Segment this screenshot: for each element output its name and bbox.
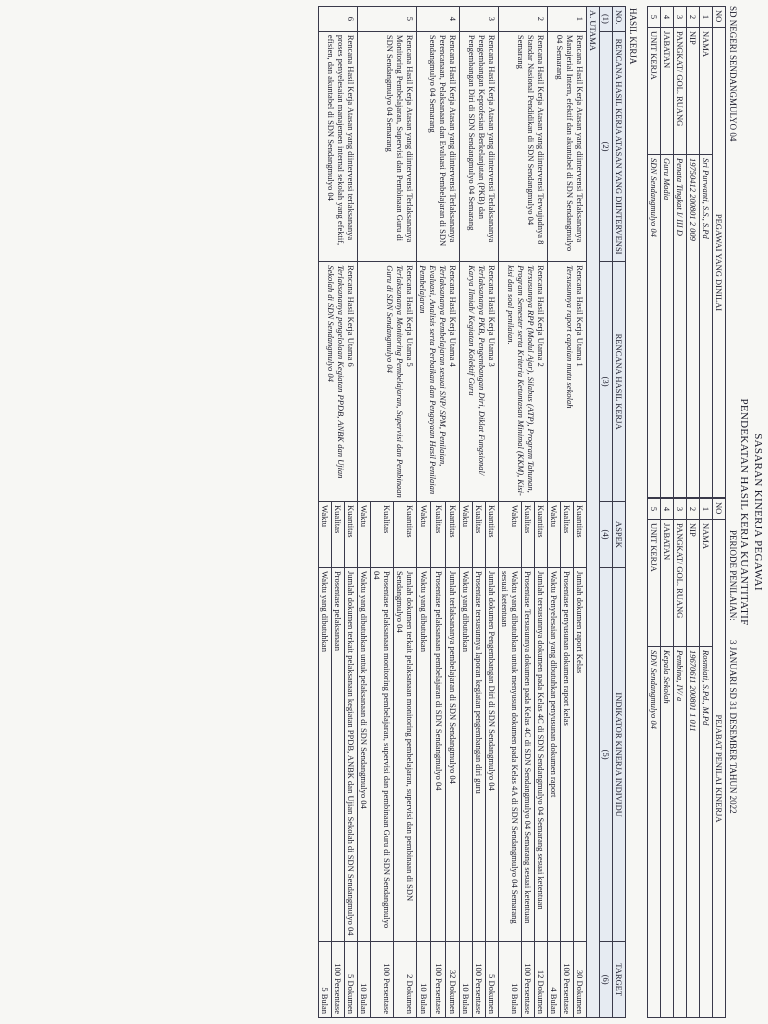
item-aspek: Kuantitas [535,502,548,568]
item-aspek: Kuantitas [486,502,499,568]
document-subtitle: PENDEKATAN HASIL KERJA KUANTITATIF [738,398,750,626]
item-no: 6 [319,7,358,32]
item-rencana-label: Rencana Hasil Kerja Utama 4 [448,265,458,367]
table-row [486,7,499,1018]
item-indikator: Prosentase penyusunan dokumen raport kelas [561,567,574,941]
penilai-row-value: Rosmiati, S.Pd., M.Pd [700,647,713,1018]
penilai-row [700,499,713,1018]
item-rencana-cell [548,262,587,502]
penilai-row [661,499,674,1018]
penilai-row-label: UNIT KERJA [648,520,661,647]
document-title: SASARAN KINERJA PEGAWAI [752,433,764,591]
section-utama: A. UTAMA [587,7,600,1018]
item-target: 32 Dokumen [445,942,459,1018]
item-target: 10 Bulan [460,942,473,1018]
pegawai-row [674,7,687,498]
item-target: 5 Dokumen [486,942,499,1018]
pegawai-heading: PEGAWAI YANG DINILAI [713,28,726,498]
table-row [535,7,548,1018]
item-rencana-cell [319,262,358,502]
penilai-table [647,498,726,1018]
col-header-target: TARGET [613,942,626,1018]
item-target: 100 Persentase [522,942,535,1018]
col-header-aspek: ASPEK [613,502,626,568]
item-rencana-label: Rencana Hasil Kerja Utama 1 [575,265,585,367]
item-rencana-text: Terlaksananya Monitoring Pembelajaran, Supervisi dan Pembinaan Guru di SDN Sendangmulyo 04 [385,265,405,498]
item-no: 1 [548,7,587,32]
item-target: 10 Bulan [499,942,522,1018]
item-aspek: Waktu [499,502,522,568]
pegawai-table [647,6,726,498]
item-rencana-label: Rencana Hasil Kerja Utama 2 [536,265,546,367]
item-target: 4 Bulan [548,942,561,1018]
penilai-row [674,499,687,1018]
period-label: PERIODE PENILAIAN: [728,530,738,621]
item-aspek: Waktu [358,502,371,568]
col-header-rencana-atasan: RENCANA HASIL KERJA ATASAN YANG DIINTERVENSI [613,31,626,261]
pegawai-row-value: Penata Tingkat I/ III D [674,155,687,498]
item-target: 100 Persentase [332,942,345,1018]
item-indikator: Waktu yang dibutuhkan untuk pelaksanaan di SDN Sendangmulyo 04 [358,567,371,941]
col-number-5: (5) [600,567,613,941]
item-target: 12 Dokumen [535,942,548,1018]
item-indikator: Prosentase Tersusunnya dokumen pada Kelas 4C di SDN Sendangmulyo 04 Semarang sesuai ketentuan [522,567,535,941]
penilai-row-no: 1 [700,499,713,520]
item-indikator: Jumlah tersusunnya dokumen pada Kelas 4C di SDN Sendangmulyo 04 Semarang sesuai ketentuan [535,567,548,941]
pegawai-row [687,7,700,498]
item-rencana-text: Terlaksananya pengelolaan Kegiatan PPDB, ANBK dan Ujian Sekolah di SDN Sendangmulyo 04 [326,265,346,479]
pegawai-row-label: NAMA [700,28,713,155]
item-indikator: Waktu Penyelesaian yang dibutuhkan penyusunan dokumen raport [548,567,561,941]
period-value: 3 JANUARI SD 31 DESEMBER TAHUN 2022 [728,640,738,814]
hasil-kerja-table [318,6,626,1018]
col-number-1: (1) [600,7,613,32]
pegawai-row-no: 1 [700,7,713,28]
item-target: 100 Persentase [431,942,445,1018]
pegawai-row-value: Guru Madia [661,155,674,498]
item-target: 100 Persentase [371,942,394,1018]
item-aspek: Kuantitas [394,502,417,568]
item-aspek: Kualitas [473,502,486,568]
item-no: 4 [417,7,460,32]
item-indikator: Jumlah dokumen terkait pelaksanaan monitoring pembelajaran, supervisi dan pembinaan di SDN Sendangmulyo 04 [394,567,417,941]
penilai-row-value: SDN Sendangmulyo 04 [648,647,661,1018]
col-number-2: (2) [600,31,613,261]
penilai-row-label: NAMA [700,520,713,647]
item-aspek: Waktu [417,502,431,568]
item-rencana-text: Terlaksananya PKB, Pengembangan Diri, Diklat Fungsional/ Karya Ilmiah/ Kegiatan Kolektif Guru [467,265,487,476]
item-indikator: Jumlah dokumen raport Kelas [574,567,587,941]
pegawai-row [700,7,713,498]
item-rencana-atasan: Rencana Hasil Kerja Atasan yang diintervensi Terlaksananya Monitoring Pembelajaran, Supervisi dan Pembinaan Guru di SDN Sendangmulyo 04 Semarang [358,31,417,261]
item-no: 3 [460,7,499,32]
penilai-row-value: Kepala Sekolah [661,647,674,1018]
item-aspek: Kuantitas [445,502,459,568]
pegawai-row-no: 4 [661,7,674,28]
item-aspek: Kuantitas [574,502,587,568]
penilai-row-no: 2 [687,499,700,520]
item-indikator: Waktu yang dibutuhkan [460,567,473,941]
item-rencana-atasan: Rencana Hasil Kerja Atasan yang diintervensi Terlaksananya Pengembangan Keprofesian Berkelanjutan (PKB) dan Pengembangan Diri di SDN Sendangmulyo 04 Semarang [460,31,499,261]
penilai-row-no: 5 [648,499,661,520]
item-rencana-text: Tersusunnya raport capaian mutu sekolah [565,265,575,409]
item-indikator: Prosentase pelaksanaan monitoring pembelajaran, supervisi dan pembinaan Guru di SDN Sendangmulyo 04 [371,567,394,941]
col-number-3: (3) [600,262,613,502]
penilai-row-value: Pembina, IV/ a [674,647,687,1018]
penilai-row-value: 19670611 200801 1 011 [687,647,700,1018]
pegawai-row-label: JABATAN [661,28,674,155]
penilai-heading: PEJABAT PENILAI KINERJA [713,520,726,1018]
item-target: 10 Bulan [358,942,371,1018]
item-aspek: Kualitas [561,502,574,568]
col-header-indikator: INDIKATOR KINERJA INDIVIDU [613,567,626,941]
penilai-row-label: PANGKAT/ GOL. RUANG [674,520,687,647]
item-target: 100 Persentase [561,942,574,1018]
pegawai-row-no: 3 [674,7,687,28]
item-rencana-text: Tersusunnya RPP (Modul Ajar), Silabus (ATP), Program Tahunan, Program Semester serta Kriteria Ketuntasan Minimal (KKM), Kisi-kisi dan soal penilaian. [506,265,536,496]
hasil-kerja-label: HASIL KERJA [628,8,638,65]
item-rencana-cell [499,262,548,502]
pegawai-row-no: 2 [687,7,700,28]
item-aspek: Kualitas [522,502,535,568]
item-rencana-cell [417,262,460,502]
table-row [394,7,417,1018]
item-indikator: Waktu yang dibutuhkan untuk menyusun dokumen pada Kelas 4A di SDN Sendangmulyo 04 Semarang sesuai ketentuan [499,567,522,941]
item-no: 5 [358,7,417,32]
item-target: 30 Dokumen [574,942,587,1018]
organization-name: SD NEGERI SENDANGMULYO 04 [728,6,738,142]
item-rencana-label: Rencana Hasil Kerja Utama 3 [487,265,497,367]
item-aspek: Kualitas [371,502,394,568]
col-number-6: (6) [600,942,613,1018]
item-aspek: Kuantitas [345,502,358,568]
item-rencana-cell [358,262,417,502]
penilai-row [687,499,700,1018]
pegawai-row [661,7,674,498]
pegawai-row-label: NIP [687,28,700,155]
item-target: 10 Bulan [417,942,431,1018]
item-aspek: Kualitas [431,502,445,568]
item-aspek: Waktu [319,502,332,568]
col-header-no: NO. [613,7,626,32]
pegawai-row-label: PANGKAT/ GOL. RUANG [674,28,687,155]
item-aspek: Waktu [460,502,473,568]
item-indikator: Prosentase pelaksanaan [332,567,345,941]
item-indikator: Jumlah dokumen terkait pelaksanaan kegiatan PPDB, ANBK dan Ujian Sekolah di SDN Sendangmulyo 04 [345,567,358,941]
pegawai-row [648,7,661,498]
pegawai-row-value: SDN Sendangmulyo 04 [648,155,661,498]
item-aspek: Waktu [548,502,561,568]
penilai-row-label: JABATAN [661,520,674,647]
item-rencana-label: Rencana Hasil Kerja Utama 6 [346,265,356,367]
pegawai-row-label: UNIT KERJA [648,28,661,155]
table-row [345,7,358,1018]
item-target: 100 Persentase [473,942,486,1018]
item-indikator: Jumlah terlaksananya pembelajaran di SDN Sendangmulyo 04 [445,567,459,941]
item-aspek: Kualitas [332,502,345,568]
item-rencana-text: Terlaksananya Pembelajaran sesuai SNP/ SPM, Penilaian, Evaluasi, Analisis serta Perbaikan dan Pengayaan Hasil Penilaian Pembelajaran [418,265,448,495]
item-rencana-atasan: Rencana Hasil Kerja Atasan yang diintervensi Terlaksananya Perencanaan, Pelaksanaan dan Evaluasi Pembelajaran di SDN Sendangmulyo 04 Semarang [417,31,460,261]
pegawai-no-header: NO [713,7,726,28]
item-rencana-atasan: Rencana Hasil Kerja Atasan yang diintervensi Terwujudnya 8 Standar Nasional Pendidikan di SDN Sendangmulyo 04 Semarang [499,31,548,261]
item-indikator: Waktu yang dibutuhkan [319,567,332,941]
penilai-no-header: NO [713,499,726,520]
penilai-row-label: NIP [687,520,700,647]
pegawai-row-value: Sri Purwanti, S.S., S.Pd [700,155,713,498]
penilai-row-no: 4 [661,499,674,520]
item-indikator: Waktu yang dibutuhkan [417,567,431,941]
item-rencana-atasan: Rencana Hasil Kerja Atasan yang diintervensi Terlaksananya Manajerial Intern, efektif dan akuntabel di SDN Sendangmulyo 04 Semarang [548,31,587,261]
item-indikator: Prosentase pelaksanaan pembelajaran di SDN Sendangmulyo 04 [431,567,445,941]
item-target: 5 Bulan [319,942,332,1018]
item-target: 5 Dokumen [345,942,358,1018]
penilai-row [648,499,661,1018]
pegawai-row-no: 5 [648,7,661,28]
item-indikator: Prosentase tersusunnya laporan kegiatan pengembangan diri guru [473,567,486,941]
table-row [574,7,587,1018]
table-row [445,7,459,1018]
col-header-rencana: RENCANA HASIL KERJA [613,262,626,502]
pegawai-row-value: 19750412 200801 2 009 [687,155,700,498]
item-rencana-atasan: Rencana Hasil Kerja Atasan yang diintervensi terlaksananya proses penyelesaian manajemen internal sekolah yang efektif, efisien, dan akuntabel di SDN Sendangmulyo 04 [319,31,358,261]
item-rencana-label: Rencana Hasil Kerja Utama 5 [405,265,415,367]
col-number-4: (4) [600,502,613,568]
item-rencana-cell [460,262,499,502]
item-indikator: Jumlah dokumen Pengembangan Diri di SDN Sendangmulyo 04 [486,567,499,941]
item-no: 2 [499,7,548,32]
item-target: 2 Dokumen [394,942,417,1018]
penilai-row-no: 3 [674,499,687,520]
